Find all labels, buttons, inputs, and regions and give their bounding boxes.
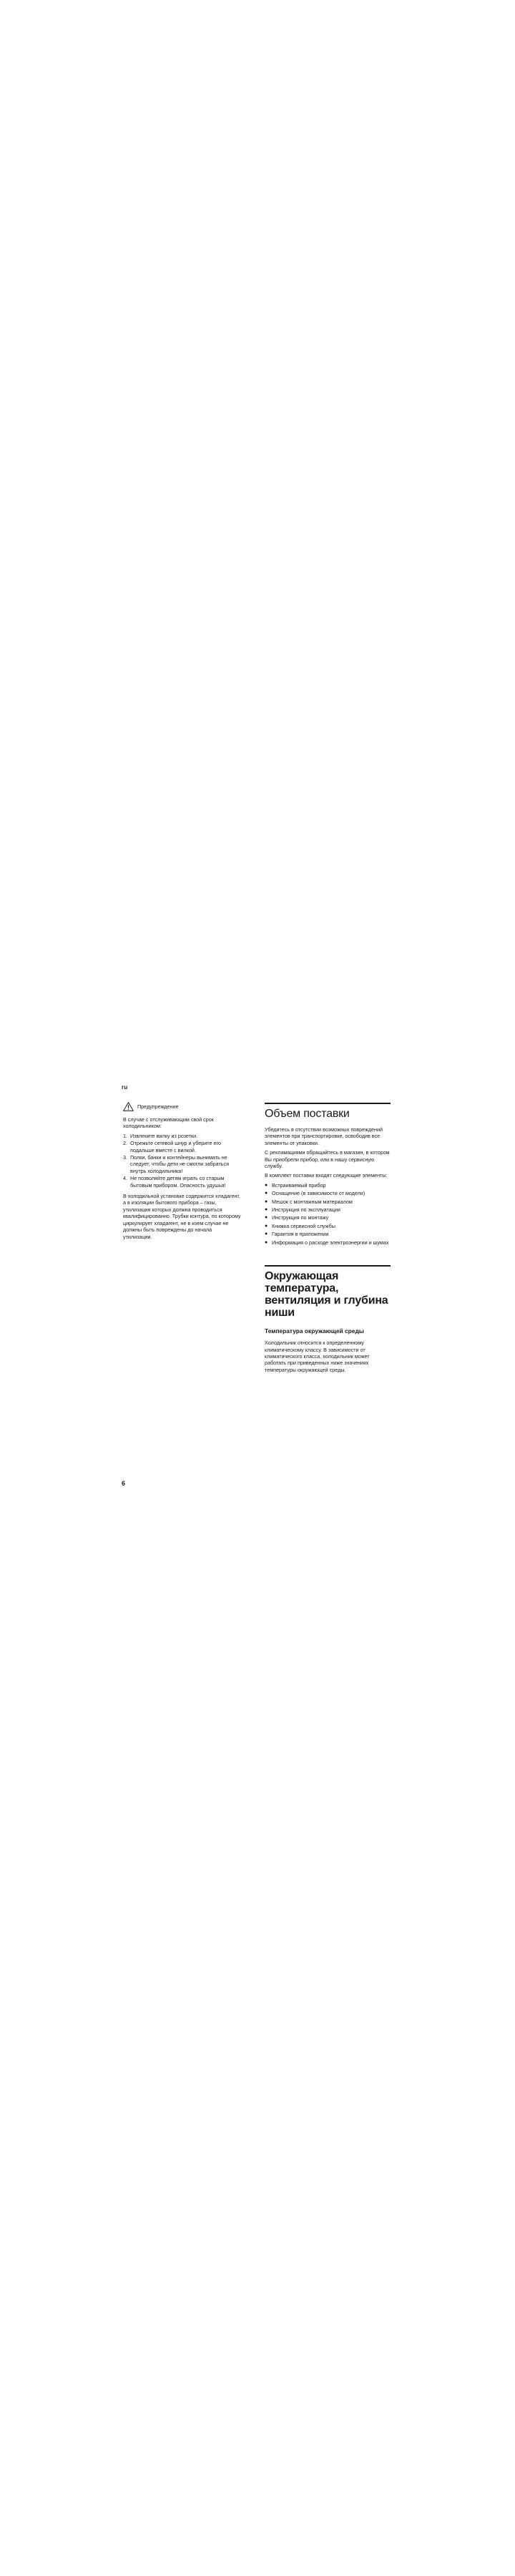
warning-title: Предупреждение (137, 1103, 179, 1110)
language-label: ru (122, 1084, 128, 1091)
list-item: ● Встраиваемый прибор (265, 1181, 326, 1189)
bullet-icon: ● (265, 1223, 268, 1229)
list-item: ● Книжка сервисной службы (265, 1222, 335, 1229)
list-item: 2. Отрежьте сетевой шнур и уберите его подальше вместе с вилкой. (123, 1140, 221, 1153)
delivery-paragraph-3: В комплект поставки входят следующие элементы: (265, 1172, 388, 1179)
bullet-icon: ● (265, 1231, 268, 1237)
temperature-paragraph: Холодильник относится к определенному климатическому классу. В зависимости от климатического класса, холодильник может работать при приведенных ниже значениях температуры окружающей среды. (265, 1340, 370, 1373)
section-title-ambient: Окружающая температура, вентиляция и глубина ниши (265, 1270, 388, 1319)
left-column (123, 1102, 241, 1243)
refrigerant-note: В холодильной установке содержится хладагент, а в изоляции бытового прибора – газы, утилизация которых должна проводиться квалифицированно. Трубки контура, по которому циркулирует хладагент, не в коем случае не должны быть повреждены до начала утилизации. (123, 1193, 241, 1240)
warning-triangle-icon (123, 1102, 134, 1111)
list-item: 3. Полки, банки и контейнеры вынимать не следует, чтобы дети не смогли забраться внутрь холодильника! (123, 1154, 230, 1174)
section-title-delivery: Объем поставки (265, 1108, 350, 1120)
delivery-items (265, 1182, 391, 1246)
bullet-icon: ● (265, 1239, 268, 1245)
warning-heading (123, 1102, 241, 1111)
section-divider (265, 1103, 391, 1104)
page-number: 6 (122, 1480, 126, 1487)
delivery-paragraph-1: Убедитесь в отсутствии возможных повреждений элементов при транспортировке, освободив все элементы от упаковки. (265, 1126, 383, 1146)
delivery-paragraph-2: С рекламациями обращайтесь в магазин, в котором Вы приобрели прибор, или в нашу сервисную службу. (265, 1149, 390, 1170)
list-item: ● Мешок с монтажным материалом (265, 1198, 353, 1205)
subsection-title-temperature: Температура окружающей среды (265, 1327, 364, 1335)
disposal-steps (123, 1133, 241, 1189)
right-column (265, 1103, 391, 1376)
list-item: 4. Не позволяйте детям играть со старым бытовым прибором. Опасность удушья! (123, 1175, 226, 1189)
bullet-icon: ● (265, 1182, 268, 1188)
list-item: ● Информация о расходе электроэнергии и шумах (265, 1239, 389, 1246)
list-item: ● Инструкция по эксплуатации (265, 1206, 340, 1214)
bullet-icon: ● (265, 1207, 268, 1213)
list-item: ● Гарантия в приложении (265, 1231, 329, 1238)
warning-intro: В случае с отслуживающим свой срок холодильником: (123, 1116, 214, 1130)
section-divider (265, 1265, 391, 1267)
list-item: ● Оснащение (в зависимости от модели) (265, 1190, 366, 1197)
list-item: 1. Извлеките вилку из розетки. (123, 1132, 198, 1139)
section-ambient (265, 1265, 391, 1373)
bullet-icon: ● (265, 1199, 268, 1204)
bullet-icon: ● (265, 1215, 268, 1221)
list-item: ● Инструкция по монтажу (265, 1214, 329, 1221)
bullet-icon: ● (265, 1191, 268, 1196)
